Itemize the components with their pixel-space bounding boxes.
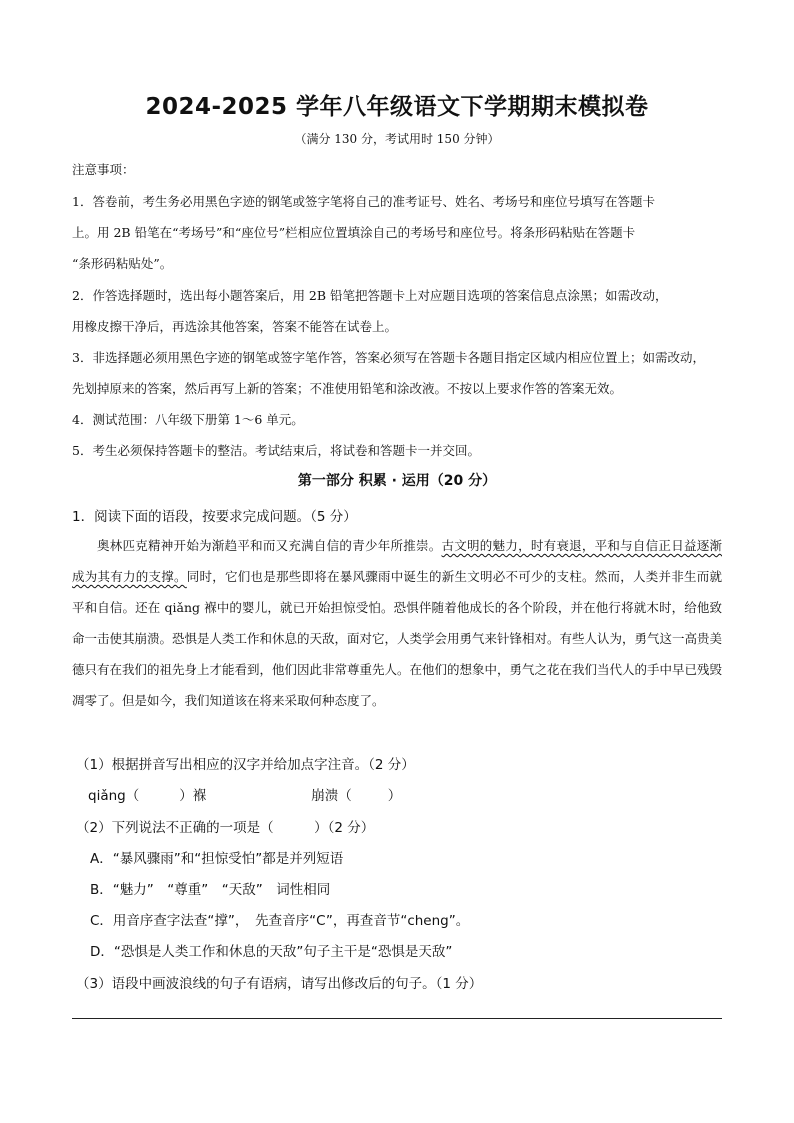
passage-start: 奥林匹克精神开始为渐趋平和而又充满自信的青少年所推崇。: [97, 538, 442, 553]
note-item-5: 5．考生必须保持答题卡的整洁。考试结束后，将试卷和答题卡一并交回。: [72, 443, 480, 458]
note-item-2-line-1: 2．作答选择题时，选出每小题答案后，用 2B 铅笔把答题卡上对应题目选项的答案信息点涂黑；如需改动，: [72, 288, 668, 303]
exam-info: （满分 130 分，考试用时 150 分钟）: [294, 132, 500, 146]
page-title: 2024-2025 学年八年级语文下学期期末模拟卷: [145, 94, 649, 120]
section-heading: 第一部分 积累 · 运用（20 分）: [297, 473, 497, 489]
note-item-2-line-2: 用橡皮擦干净后，再选涂其他答案，答案不能答在试卷上。: [72, 319, 398, 334]
option-a: A．“暴风骤雨”和“担惊受怕”都是并列短语: [90, 851, 344, 867]
question-1-stem: 1．阅读下面的语段，按要求完成问题。（5 分）: [72, 509, 357, 525]
passage-wavy-sentence: 古文明的魅力，时有衰退，平和与自信正日益逐渐成为其有力的支撑。: [72, 538, 722, 584]
note-item-3-line-2: 先划掉原来的答案，然后再写上新的答案；不准使用铅笔和涂改液。不按以上要求作答的答案无效。: [72, 381, 623, 396]
option-d: D．“恐惧是人类工作和休息的天敌”句子主干是“恐惧是天敌”: [90, 944, 453, 960]
note-item-3-line-1: 3．非选择题必须用黑色字迹的钢笔或签字笔作答，答案必须写在答题卡各题目指定区域内相应位置上；如需改动，: [72, 350, 705, 365]
answer-line[interactable]: [72, 1018, 722, 1019]
reading-passage: [72, 530, 722, 716]
sub-question-1: （1）根据拼音写出相应的汉字并给加点字注音。（2 分）: [76, 757, 415, 773]
note-item-1-line-1: 1．答卷前，考生务必用黑色字迹的钢笔或签字笔将自己的准考证号、姓名、考场号和座位号填写在答题卡: [72, 194, 655, 209]
blank-kui-label: 崩溃（: [311, 788, 352, 804]
option-c: C．用音序查字法查“撑”， 先查音序“C”，再查音节“cheng”。: [90, 913, 470, 929]
note-item-1-line-3: “条形码粘贴处”。: [72, 256, 173, 271]
blank-qiang-suffix: ）褓: [179, 788, 207, 804]
sub-question-1-blanks: [88, 784, 401, 804]
notes-heading: 注意事项：: [72, 162, 135, 177]
note-item-4: 4．测试范围：八年级下册第 1～6 单元。: [72, 412, 304, 427]
note-item-1-line-2: 上。用 2B 铅笔在“考场号”和“座位号”栏相应位置填涂自己的考场号和座位号。将条形码粘贴在答题卡: [72, 225, 636, 240]
sub-question-3: （3）语段中画波浪线的句子有语病，请写出修改后的句子。（1 分）: [76, 976, 483, 992]
blank-kui-suffix: ）: [387, 788, 402, 804]
sub-question-2: （2）下列说法不正确的一项是（ ）（2 分）: [76, 820, 375, 836]
blank-qiang-label: qiǎng（: [88, 788, 140, 804]
passage-rest: 同时，它们也是那些即将在暴风骤雨中诞生的新生文明必不可少的支柱。然而，人类并非生而就平和自信。还在 qiǎng 褓中的婴儿，就已开始担惊受怕。恐惧伴随着他成长的各个阶段，并在他行将就木时，给他致命一击使其崩溃。恐惧是人类工作和休息的天敌，面对它，人类学会用勇气来针锋相对。有些人认为，勇气这一高贵美德只有在我们的祖先身上才能看到，他们因此非常尊重先人。在他们的想象中，勇气之花在我们当代人的手中早已残毁凋零了。但是如今，我们知道该在将来采取何种态度了。: [72, 569, 723, 708]
option-b: B．“魅力” “尊重” “天敌” 词性相同: [90, 882, 331, 898]
